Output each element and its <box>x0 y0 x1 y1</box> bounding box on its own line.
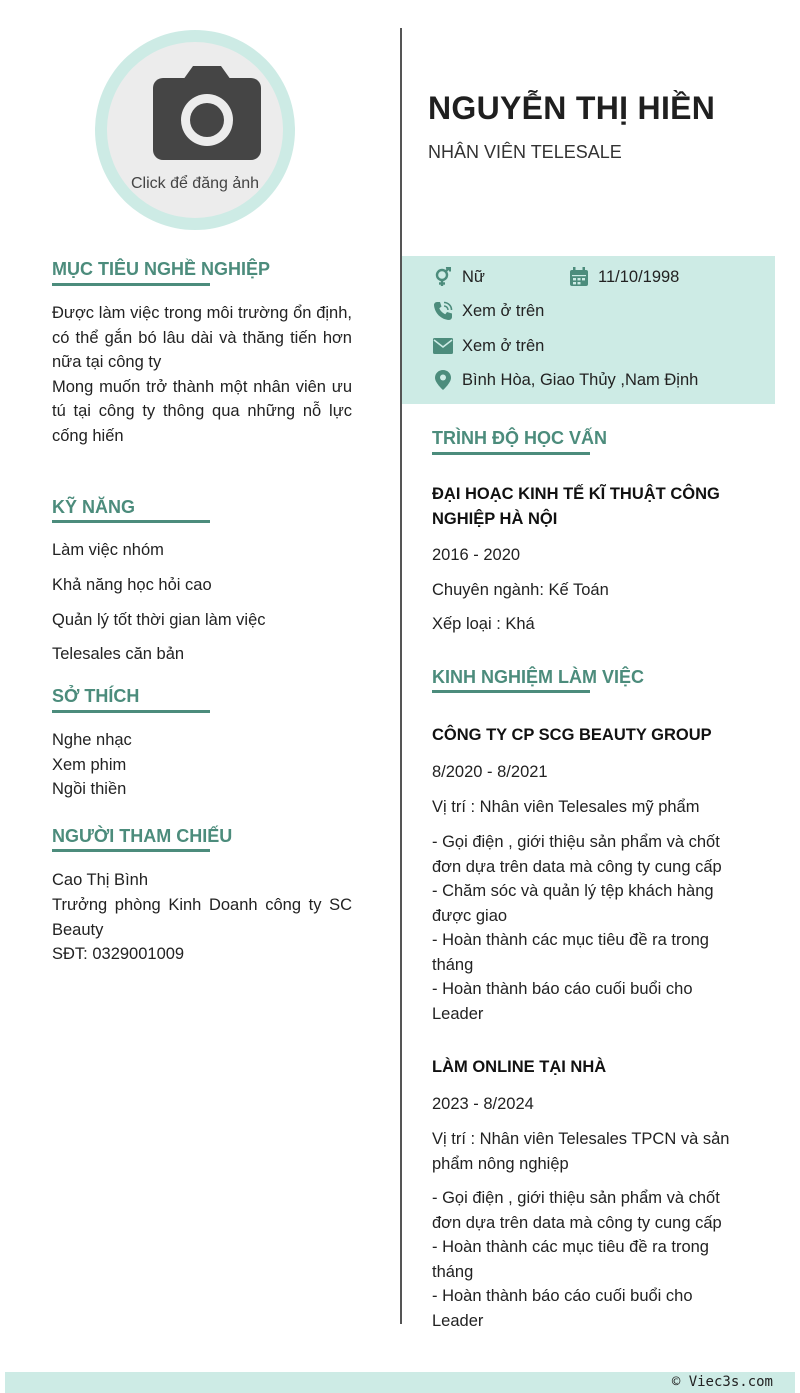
education-underline <box>432 452 590 455</box>
job-period: 2023 - 8/2024 <box>432 1095 534 1113</box>
job-company: CÔNG TY CP SCG BEAUTY GROUP <box>432 726 712 744</box>
photo-upload[interactable] <box>95 30 295 230</box>
footer-bar <box>5 1372 795 1393</box>
hobby-item: Xem phim <box>52 756 127 774</box>
phone-icon <box>432 300 454 322</box>
address-row <box>432 369 698 391</box>
email-row <box>432 335 544 357</box>
reference-phone: SĐT: 0329001009 <box>52 945 185 963</box>
contact-info-block <box>402 256 775 404</box>
photo-placeholder[interactable] <box>107 42 283 218</box>
camera-body-icon <box>153 66 261 160</box>
skills-title: KỸ NĂNG <box>52 497 136 517</box>
address-value: Bình Hòa, Giao Thủy ,Nam Định <box>462 370 699 389</box>
education-school: ĐẠI HOẠC KINH TẾ KĨ THUẬT CÔNG NGHIỆP HÀ NỘI <box>432 485 720 528</box>
job-details: - Gọi điện , giới thiệu sản phẩm và chốt đơn dựa trên data mà công ty cung cấp - Chăm sóc và quản lý tệp khách hàng được giao - Hoàn thành các mục tiêu đề ra trong tháng - Hoàn thành báo cáo cuối buổi cho Leader <box>432 833 722 1023</box>
reference-title: NGƯỜI THAM CHIẾU <box>52 826 233 846</box>
objective-underline <box>52 283 210 286</box>
job-company: LÀM ONLINE TẠI NHÀ <box>432 1058 607 1076</box>
phone-row <box>432 300 544 322</box>
phone-value[interactable]: Xem ở trên <box>462 301 545 320</box>
skill-item: Quản lý tốt thời gian làm việc <box>52 611 266 629</box>
hobbies-underline <box>52 710 210 713</box>
email-icon <box>432 335 454 357</box>
reference-underline <box>52 849 210 852</box>
skill-item: Làm việc nhóm <box>52 541 164 559</box>
experience-title: KINH NGHIỆM LÀM VIỆC <box>432 667 645 687</box>
objective-title: MỤC TIÊU NGHỀ NGHIỆP <box>52 259 271 279</box>
skill-item: Telesales căn bản <box>52 645 185 663</box>
experience-underline <box>432 690 590 693</box>
skill-item: Khả năng học hỏi cao <box>52 576 212 594</box>
hobbies-title: SỞ THÍCH <box>52 686 140 706</box>
column-divider <box>400 28 402 1324</box>
calendar-icon <box>568 266 590 288</box>
education-period: 2016 - 2020 <box>432 546 521 564</box>
location-icon <box>432 369 454 391</box>
birthdate-value: 11/10/1998 <box>598 267 680 286</box>
job-position: Vị trí : Nhân viên Telesales TPCN và sản phẩm nông nghiệp <box>432 1130 730 1173</box>
education-grade: Xếp loại : Khá <box>432 615 535 633</box>
gender-icon <box>432 266 454 288</box>
reference-name: Cao Thị Bình <box>52 871 149 889</box>
full-name: NGUYỄN THỊ HIỀN <box>428 90 716 126</box>
job-title: NHÂN VIÊN TELESALE <box>428 142 622 162</box>
hobby-item: Ngồi thiền <box>52 780 127 798</box>
education-title: TRÌNH ĐỘ HỌC VẤN <box>432 428 607 448</box>
objective-text: Được làm việc trong môi trường ổn định, có thể gắn bó lâu dài và thăng tiến hơn nữa tại công ty Mong muốn trở thành một nhân viên ưu tú tại công ty thông qua những nỗ lực cống hiến <box>52 304 352 445</box>
gender-row <box>432 266 485 288</box>
reference-position: Trưởng phòng Kinh Doanh công ty SC Beauty <box>52 896 352 939</box>
email-value[interactable]: Xem ở trên <box>462 336 545 355</box>
footer-credit[interactable]: © Viec3s.com <box>671 1374 773 1390</box>
hobby-item: Nghe nhạc <box>52 731 132 749</box>
job-period: 8/2020 - 8/2021 <box>432 763 548 781</box>
gender-value: Nữ <box>462 267 485 286</box>
birthdate-row <box>568 266 679 288</box>
skills-underline <box>52 520 210 523</box>
education-major: Chuyên ngành: Kế Toán <box>432 581 609 599</box>
job-position: Vị trí : Nhân viên Telesales mỹ phẩm <box>432 798 700 816</box>
photo-caption: Click để đăng ảnh <box>130 175 260 192</box>
job-details: - Gọi điện , giới thiệu sản phẩm và chốt đơn dựa trên data mà công ty cung cấp - Hoàn thành các mục tiêu đề ra trong tháng - Hoàn thành báo cáo cuối buổi cho Leader <box>432 1189 722 1330</box>
